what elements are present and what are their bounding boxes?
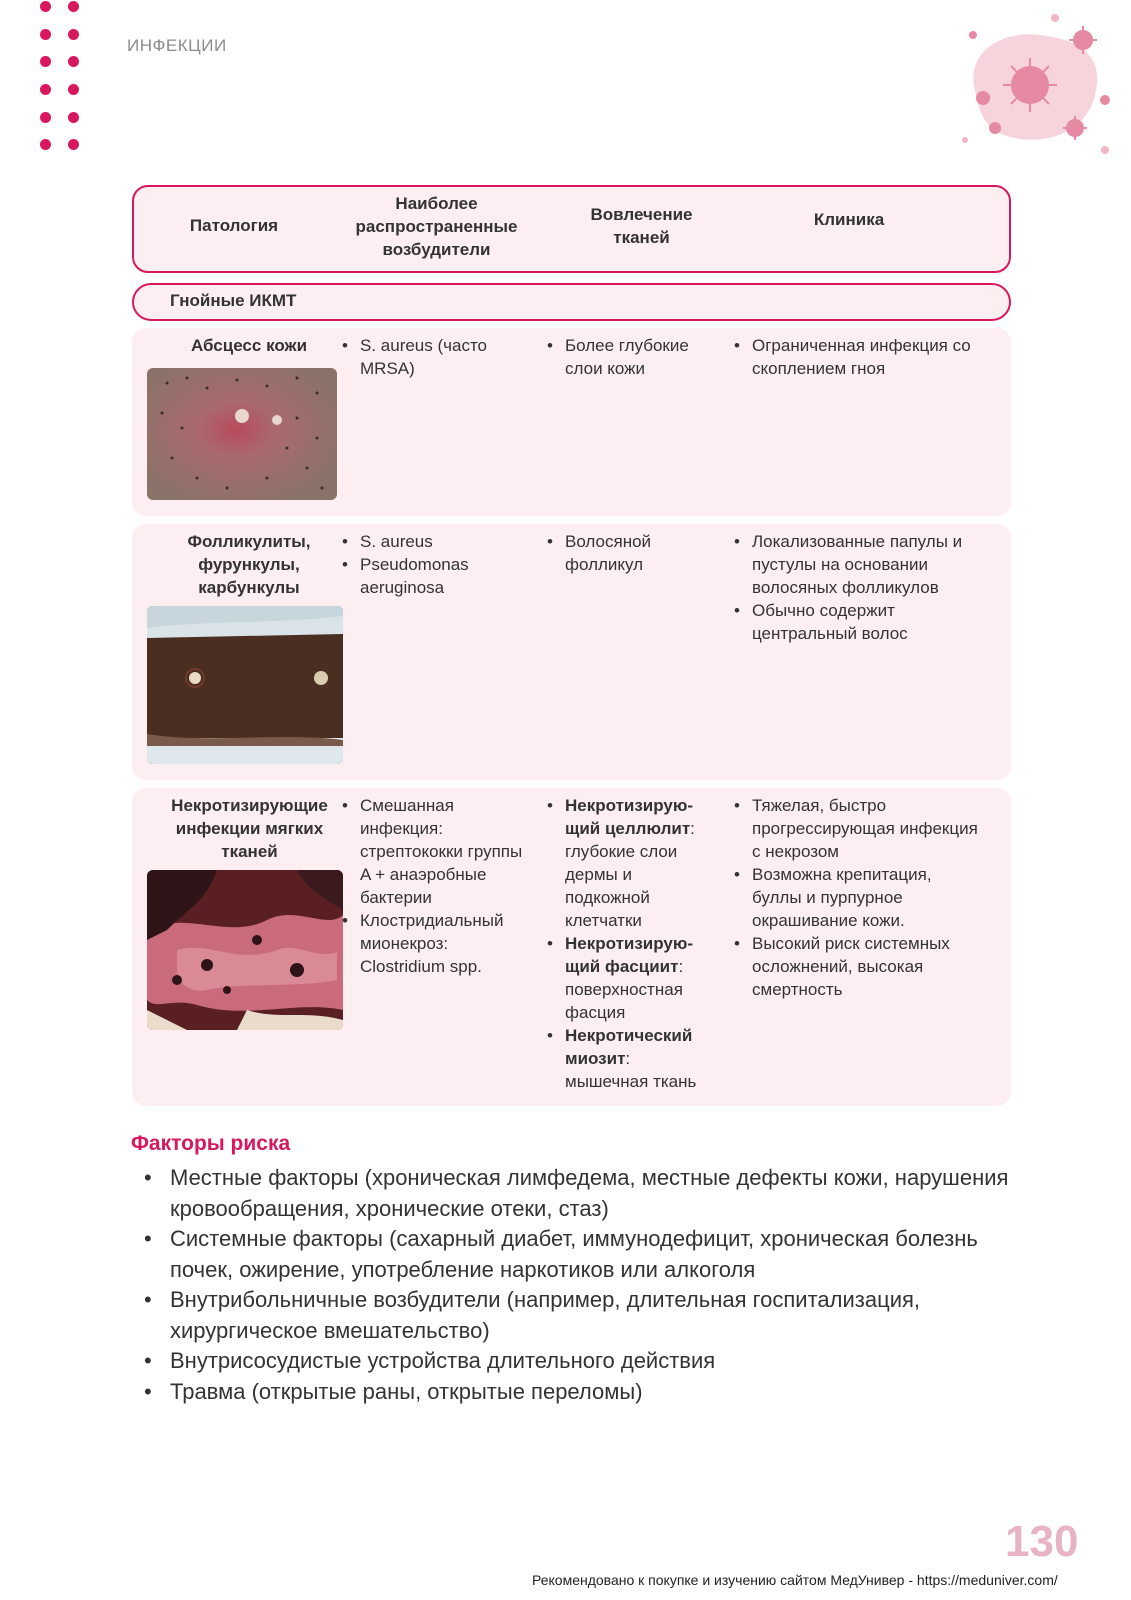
clinic-cell xyxy=(734,530,982,645)
risk-factors-title: Факторы риска xyxy=(131,1132,291,1155)
decorative-dots xyxy=(40,0,90,160)
tissue-item: • Волосяной фолликул xyxy=(547,530,707,576)
risk-factor-item: • Системные факторы (сахарный диабет, иммунодефицит, хроническая болезнь почек, ожирение, употребление наркотиков или алкоголя xyxy=(144,1224,1014,1285)
risk-factor-item: • Травма (открытые раны, открытые переломы) xyxy=(144,1377,1014,1408)
pathogen-item: • Смешанная инфекция: стрептококки группы A + анаэробные бактерии xyxy=(342,794,527,909)
tissue-desc: : поверхностная фасция xyxy=(565,957,684,1022)
pathology-name: Некротизирующие инфекции мягких тканей xyxy=(171,796,328,861)
clinic-item: • Возможна крепитация, буллы и пурпурное окрашивание кожи. xyxy=(734,863,982,932)
page-number: 130 xyxy=(1005,1517,1079,1566)
pathogens-cell xyxy=(342,530,517,599)
section-label: ИНФЕКЦИИ xyxy=(127,36,227,55)
clinic-item: • Высокий риск системных осложнений, высокая смертность xyxy=(734,932,982,1001)
table-header xyxy=(132,185,1011,273)
risk-factor-item: • Внутрисосудистые устройства длительного действия xyxy=(144,1346,1014,1377)
risk-factors-list xyxy=(144,1163,1014,1407)
tissue-item xyxy=(547,794,717,932)
table-row xyxy=(132,524,1011,780)
skin-abscess-photo xyxy=(147,368,337,500)
pathogens-cell xyxy=(342,794,527,978)
clinic-item: • Локализованные папулы и пустулы на основании волосяных фолликулов xyxy=(734,530,982,599)
table-row xyxy=(132,328,1011,516)
tissue-desc: : мышечная ткань xyxy=(565,1049,697,1091)
clinic-item: • Тяжелая, быстро прогрессирующая инфекция с некрозом xyxy=(734,794,982,863)
group-row xyxy=(132,283,1011,321)
pathogen-item: • S. aureus (часто MRSA) xyxy=(342,334,517,380)
clinic-item: • Ограниченная инфекция со скоплением гноя xyxy=(734,334,982,380)
column-header-tissues: Вовлечение тканей xyxy=(590,205,693,247)
footer-text: Рекомендовано к покупке и изучению сайтом МедУнивер - https://meduniver.com/ xyxy=(532,1572,1058,1588)
tissue-term: Некротизирую-щий целлюлит xyxy=(565,796,694,838)
table-row xyxy=(132,788,1011,1106)
risk-factor-item: • Внутрибольничные возбудители (например, длительная госпитализация, хирургическое вмешательство) xyxy=(144,1285,1014,1346)
tissue-item: • Более глубокие слои кожи xyxy=(547,334,722,380)
tissue-item xyxy=(547,1024,717,1093)
pathogens-cell xyxy=(342,334,517,380)
group-label: Гнойные ИКМТ xyxy=(170,291,297,310)
tissue-desc: : глубокие слои дермы и подкожной клетчатки xyxy=(565,819,695,930)
column-header-pathogens: Наиболее распространенные возбудители xyxy=(355,194,518,259)
folliculitis-photo xyxy=(147,606,343,764)
risk-factor-item: • Местные факторы (хроническая лимфедема, местные дефекты кожи, нарушения кровообращения, хронические отеки, стаз) xyxy=(144,1163,1014,1224)
column-header-clinic: Клиника xyxy=(813,210,885,229)
clinic-cell xyxy=(734,334,982,380)
pathology-name: Абсцесс кожи xyxy=(190,336,308,355)
tissue-term: Некротический миозит xyxy=(565,1026,693,1068)
pathogen-item: • Pseudomonas aeruginosa xyxy=(342,553,517,599)
tissues-cell xyxy=(547,530,707,576)
tissue-item xyxy=(547,932,717,1024)
pathology-name: Фолликулиты, фурункулы, карбункулы xyxy=(187,532,311,597)
clinic-cell xyxy=(734,794,982,1001)
pathogen-item: • Клостридиальный мионекроз: Clostridium spp. xyxy=(342,909,527,978)
clinic-item: • Обычно содержит центральный волос xyxy=(734,599,982,645)
tissues-cell xyxy=(547,794,717,1093)
necrotizing-infection-photo xyxy=(147,870,343,1030)
pathogen-item: • S. aureus xyxy=(342,530,517,553)
tissues-cell xyxy=(547,334,722,380)
tissue-term: Некротизирую-щий фасциит xyxy=(565,934,694,976)
column-header-pathology: Патология xyxy=(189,216,279,235)
virus-illustration-icon xyxy=(955,10,1120,160)
